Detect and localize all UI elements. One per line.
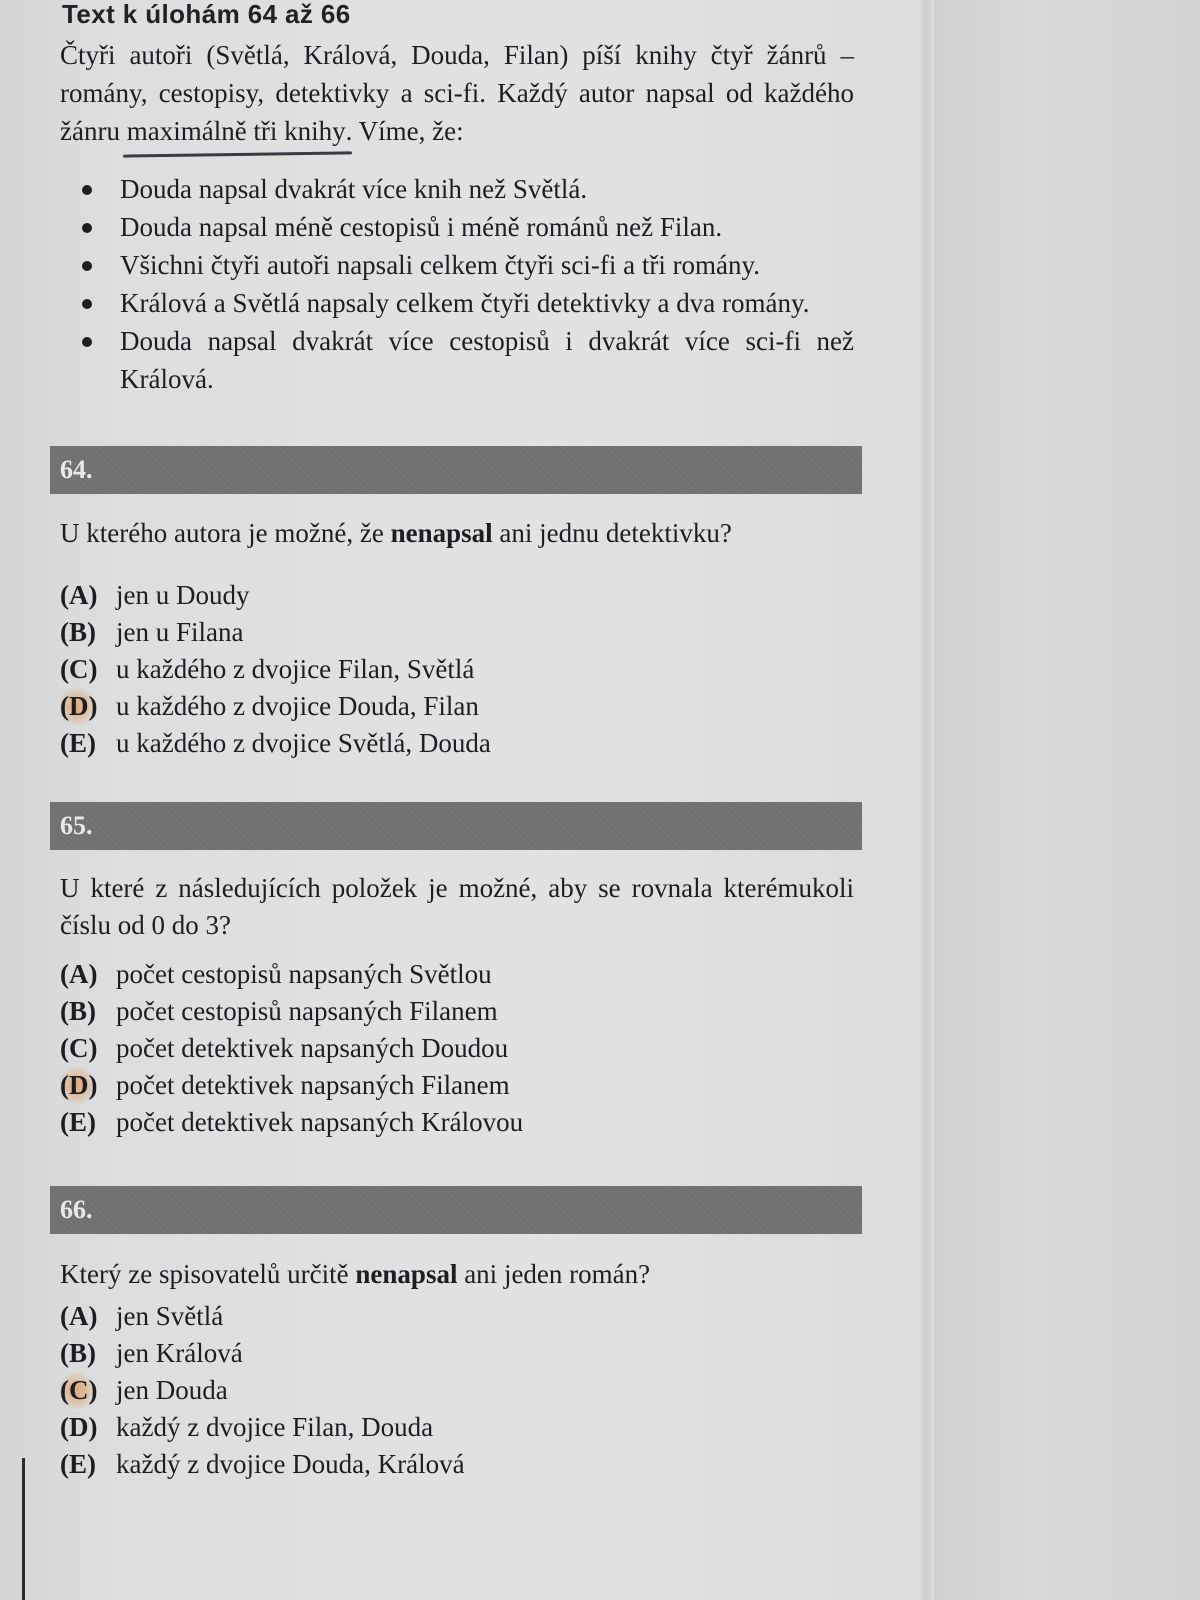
condition-text: Všichni čtyři autoři napsali celkem čtyři sci-fi a tři romány. bbox=[120, 250, 761, 280]
option-letter: (C) bbox=[60, 654, 98, 684]
condition-item bbox=[60, 170, 854, 208]
answer-option[interactable] bbox=[60, 993, 854, 1030]
task-65-question bbox=[60, 870, 854, 944]
condition-text: Králová a Světlá napsaly celkem čtyři detektivky a dva romány. bbox=[120, 288, 810, 318]
task-66-options bbox=[60, 1298, 854, 1483]
answer-option[interactable] bbox=[60, 614, 854, 651]
option-text: jen Králová bbox=[116, 1338, 243, 1368]
answer-option[interactable] bbox=[60, 1104, 854, 1141]
option-letter: (D) bbox=[60, 1412, 98, 1442]
option-text: počet cestopisů napsaných Světlou bbox=[116, 959, 492, 989]
answer-option[interactable] bbox=[60, 1409, 854, 1446]
option-letter: (B) bbox=[60, 996, 96, 1026]
page-edge-shadow bbox=[918, 0, 934, 1600]
option-letter: (E) bbox=[60, 1449, 96, 1479]
answer-option[interactable] bbox=[60, 577, 854, 614]
condition-text: Douda napsal dvakrát více cestopisů i dvakrát více sci-fi než Králová. bbox=[120, 326, 854, 394]
answer-option[interactable] bbox=[60, 1067, 854, 1104]
option-letter: (E) bbox=[60, 728, 96, 758]
question-text: U které z následujících položek je možné, aby se rovnala kterémukoli číslu od 0 do 3? bbox=[60, 873, 854, 940]
condition-item bbox=[60, 284, 854, 322]
answer-option[interactable] bbox=[60, 651, 854, 688]
task-66-question bbox=[60, 1256, 854, 1293]
option-letter-highlighted: (C) bbox=[60, 1372, 116, 1409]
option-text: u každého z dvojice Filan, Světlá bbox=[116, 654, 475, 684]
condition-item bbox=[60, 246, 854, 284]
option-text: jen u Doudy bbox=[116, 580, 250, 610]
bullet-icon bbox=[82, 185, 92, 195]
answer-option[interactable] bbox=[60, 688, 854, 725]
answer-option[interactable] bbox=[60, 1298, 854, 1335]
option-letter: (A) bbox=[60, 959, 98, 989]
task-64-options bbox=[60, 577, 854, 762]
bullet-icon bbox=[82, 337, 92, 347]
option-text: počet cestopisů napsaných Filanem bbox=[116, 996, 498, 1026]
task-65-options bbox=[60, 956, 854, 1141]
option-text: počet detektivek napsaných Královou bbox=[116, 1107, 524, 1137]
condition-item bbox=[60, 322, 854, 398]
option-letter: (E) bbox=[60, 1107, 96, 1137]
answer-option[interactable] bbox=[60, 1446, 854, 1483]
answer-option[interactable] bbox=[60, 1030, 854, 1067]
bullet-icon bbox=[82, 223, 92, 233]
option-letter: (B) bbox=[60, 1338, 96, 1368]
option-letter-highlighted: (D) bbox=[60, 688, 116, 725]
option-letter: (C) bbox=[60, 1033, 98, 1063]
condition-item bbox=[60, 208, 854, 246]
condition-text: Douda napsal dvakrát více knih než Světlá. bbox=[120, 174, 588, 204]
option-text: u každého z dvojice Světlá, Douda bbox=[116, 728, 491, 758]
intro-text-end: . Víme, že: bbox=[345, 116, 464, 146]
answer-option[interactable] bbox=[60, 1335, 854, 1372]
answer-option[interactable] bbox=[60, 956, 854, 993]
option-letter: (A) bbox=[60, 580, 98, 610]
option-letter: (B) bbox=[60, 617, 96, 647]
intro-text-start: Čtyři autoři (Světlá, Králová, Douda, Filan) píší knihy čtyř žánrů – romány, cestopisy, detektivky a sci-fi. Každý autor napsal od každého žánru bbox=[60, 40, 854, 146]
conditions-list bbox=[60, 170, 854, 398]
intro-underlined-text: maximálně tři knihy bbox=[126, 116, 346, 146]
question-text-end: ani jeden román? bbox=[457, 1259, 651, 1289]
option-text: počet detektivek napsaných Filanem bbox=[116, 1070, 510, 1100]
condition-text: Douda napsal méně cestopisů i méně románů než Filan. bbox=[120, 212, 723, 242]
task-64-question bbox=[60, 515, 854, 552]
option-text: jen u Filana bbox=[116, 617, 244, 647]
option-text: počet detektivek napsaných Doudou bbox=[116, 1033, 509, 1063]
option-text: jen Světlá bbox=[116, 1301, 224, 1331]
task-66-header bbox=[50, 1186, 862, 1234]
answer-option[interactable] bbox=[60, 1372, 854, 1409]
task-65-header bbox=[50, 802, 862, 850]
task-number: 64. bbox=[60, 455, 93, 484]
question-text: U kterého autora je možné, že bbox=[60, 518, 391, 548]
facing-page-margin bbox=[934, 0, 1200, 1600]
intro-text bbox=[60, 36, 854, 150]
task-64-header bbox=[50, 446, 862, 494]
option-text: u každého z dvojice Douda, Filan bbox=[116, 691, 479, 721]
task-number: 66. bbox=[60, 1195, 93, 1224]
margin-rule bbox=[22, 1458, 25, 1600]
question-text: Který ze spisovatelů určitě bbox=[60, 1259, 356, 1289]
option-text: jen Douda bbox=[116, 1375, 228, 1405]
option-letter: (A) bbox=[60, 1301, 98, 1331]
question-emphasis: nenapsal bbox=[355, 1259, 458, 1289]
option-letter-highlighted: (D) bbox=[60, 1067, 116, 1104]
section-title: Text k úlohám 64 až 66 bbox=[62, 0, 351, 29]
intro-paragraph bbox=[60, 36, 854, 150]
task-number: 65. bbox=[60, 811, 93, 840]
option-text: každý z dvojice Filan, Douda bbox=[116, 1412, 434, 1442]
bullet-icon bbox=[82, 261, 92, 271]
option-text: každý z dvojice Douda, Králová bbox=[116, 1449, 465, 1479]
handwritten-underline bbox=[127, 112, 346, 150]
question-text-end: ani jednu detektivku? bbox=[492, 518, 732, 548]
question-emphasis: nenapsal bbox=[390, 518, 493, 548]
bullet-icon bbox=[82, 299, 92, 309]
answer-option[interactable] bbox=[60, 725, 854, 762]
